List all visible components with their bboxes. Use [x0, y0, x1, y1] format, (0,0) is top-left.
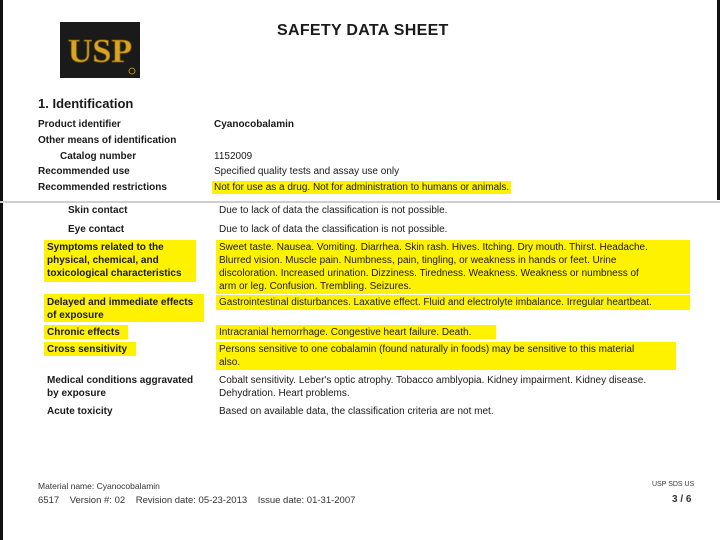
acute-toxicity-label: Acute toxicity	[47, 406, 113, 417]
label-line: of exposure	[47, 310, 104, 321]
skin-contact-value: Due to lack of data the classification is not possible.	[219, 205, 448, 216]
medical-conditions-value	[219, 374, 646, 400]
value-line: arm or leg. Confusion. Trembling. Seizures.	[219, 281, 412, 292]
label-line: Delayed and immediate effects	[47, 297, 194, 308]
chronic-effects-label: Chronic effects	[47, 327, 120, 338]
catalog-number-label: Catalog number	[60, 151, 137, 162]
value-line: Blurred vision. Muscle pain. Numbness, pain, tingling, or weakness in hands or feet. Urine	[219, 255, 617, 266]
skin-contact-label: Skin contact	[68, 205, 128, 216]
footer-code: USP SDS US	[652, 481, 695, 488]
product-identifier-value: Cyanocobalamin	[214, 119, 295, 130]
logo-text: USP	[67, 33, 133, 70]
footer-revision-line: 6517 Version #: 02 Revision date: 05-23-2013 Issue date: 01-31-2007	[38, 495, 356, 506]
usp-logo	[60, 22, 140, 78]
label-line: Symptoms related to the	[47, 242, 164, 253]
recommended-use-value: Specified quality tests and assay use only	[214, 166, 400, 177]
label-line: Medical conditions aggravated	[47, 375, 194, 386]
eye-contact-label: Eye contact	[68, 224, 125, 235]
value-line: discoloration. Increased urination. Dizziness. Tiredness. Weakness. Weakness or numbness of	[219, 268, 639, 279]
cross-sensitivity-label: Cross sensitivity	[47, 344, 128, 355]
symptoms-label	[47, 241, 182, 280]
document-title: SAFETY DATA SHEET	[277, 22, 449, 39]
medical-conditions-label	[47, 374, 193, 400]
label-line: toxicological characteristics	[47, 268, 182, 279]
chronic-effects-value: Intracranial hemorrhage. Congestive heart failure. Death.	[219, 327, 472, 338]
value-line: Sweet taste. Nausea. Vomiting. Diarrhea. Skin rash. Hives. Itching. Dry mouth. Thirst. Headache.	[219, 242, 648, 253]
eye-contact-value: Due to lack of data the classification is not possible.	[219, 224, 448, 235]
catalog-number-value: 1152009	[214, 151, 253, 162]
footer-material-name: Material name: Cyanocobalamin	[38, 481, 160, 491]
other-means-label: Other means of identification	[38, 135, 177, 146]
product-identifier-label: Product identifier	[38, 119, 121, 130]
page-number: 3 / 6	[672, 494, 692, 505]
recommended-restrictions-value: Not for use as a drug. Not for administration to humans or animals.	[214, 182, 510, 193]
left-border	[0, 0, 3, 540]
cross-sensitivity-value	[219, 343, 634, 369]
recommended-use-label: Recommended use	[38, 166, 130, 177]
label-line: by exposure	[47, 388, 106, 399]
value-line: Persons sensitive to one cobalamin (found naturally in foods) may be sensitive to this material	[219, 344, 635, 355]
recommended-restrictions-label: Recommended restrictions	[38, 182, 167, 193]
acute-toxicity-value: Based on available data, the classification criteria are not met.	[219, 406, 494, 417]
value-line: Cobalt sensitivity. Leber's optic atrophy. Tobacco amblyopia. Kidney impairment. Kidney disease.	[219, 375, 647, 386]
delayed-effects-value: Gastrointestinal disturbances. Laxative effect. Fluid and electrolyte imbalance. Irregular heartbeat.	[219, 297, 652, 308]
value-line: also.	[219, 357, 241, 368]
section-heading: 1. Identification	[38, 96, 134, 111]
label-line: physical, chemical, and	[47, 255, 159, 266]
symptoms-value	[219, 241, 648, 293]
page-separator	[0, 201, 720, 203]
value-line: Dehydration. Heart problems.	[219, 388, 350, 399]
delayed-effects-label	[47, 296, 193, 322]
